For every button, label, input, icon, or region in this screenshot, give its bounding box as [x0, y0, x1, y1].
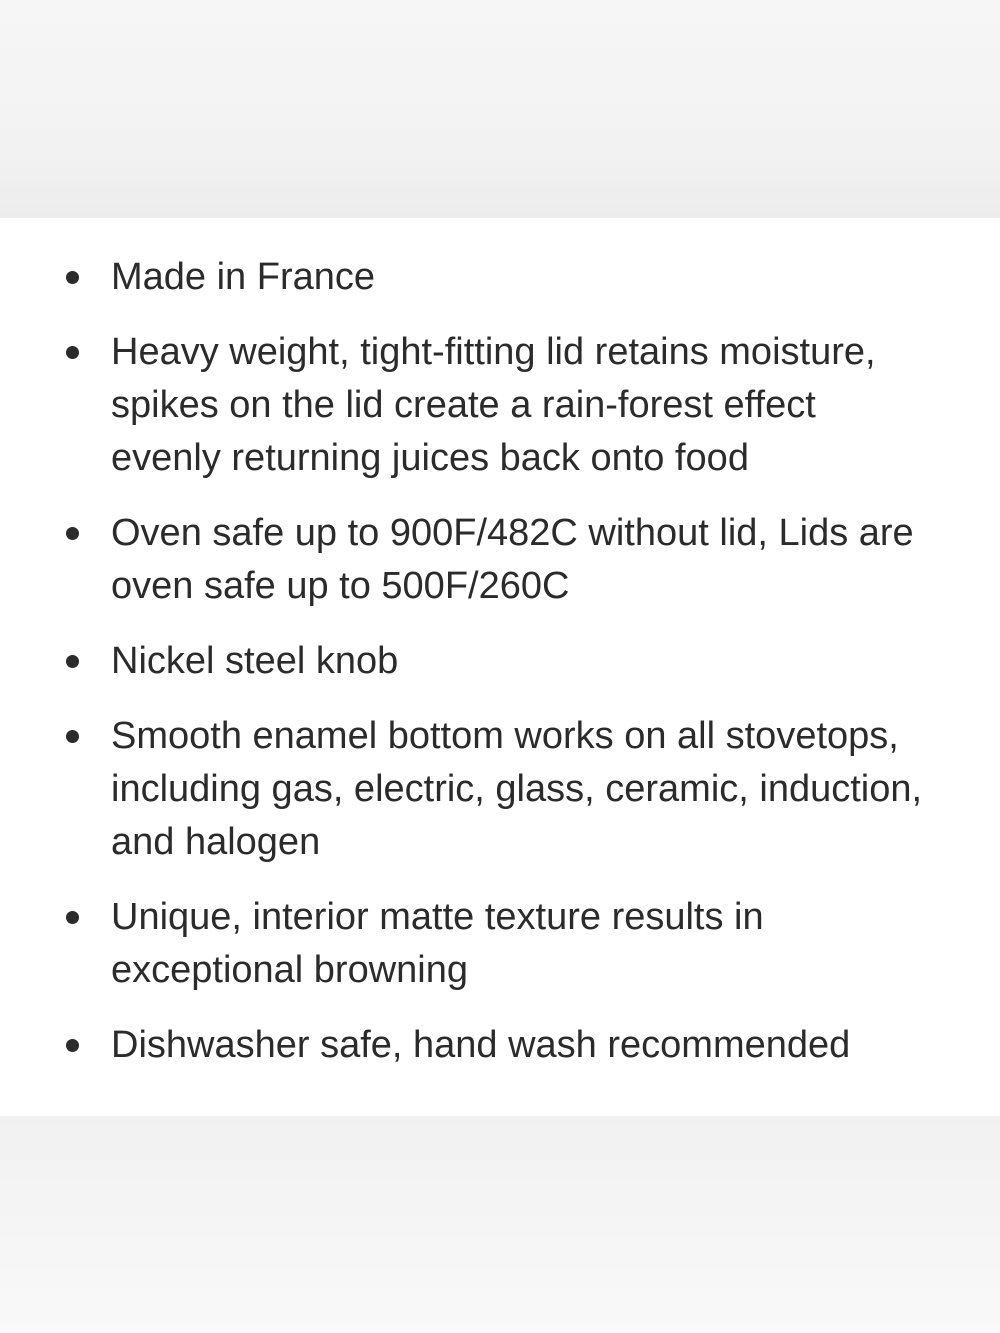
- feature-text: Made in France: [111, 256, 376, 298]
- bullet-icon: [66, 271, 79, 284]
- bullet-icon: [66, 911, 79, 924]
- feature-text: Smooth enamel bottom works on all stovetops, including gas, electric, glass, ceramic, induction, and halogen: [111, 715, 923, 863]
- feature-item: [0, 1019, 1000, 1072]
- feature-list: [0, 251, 1000, 1094]
- top-blurred-background: [0, 0, 1000, 218]
- bottom-blurred-background: [0, 1116, 1000, 1333]
- feature-item: [0, 891, 1000, 997]
- feature-text: Nickel steel knob: [111, 640, 399, 682]
- feature-item: [0, 710, 1000, 869]
- bullet-icon: [66, 527, 79, 540]
- bullet-icon: [66, 1039, 79, 1052]
- bullet-icon: [66, 346, 79, 359]
- feature-text: Unique, interior matte texture results in exceptional browning: [111, 896, 764, 991]
- bullet-icon: [66, 730, 79, 743]
- feature-text: Heavy weight, tight-fitting lid retains moisture, spikes on the lid create a rain-forest effect evenly returning juices back onto food: [111, 331, 876, 479]
- bullet-icon: [66, 655, 79, 668]
- feature-text: Dishwasher safe, hand wash recommended: [111, 1024, 851, 1066]
- feature-item: [0, 251, 1000, 304]
- feature-item: [0, 326, 1000, 485]
- feature-text: Oven safe up to 900F/482C without lid, Lids are oven safe up to 500F/260C: [111, 512, 914, 607]
- feature-item: [0, 507, 1000, 613]
- feature-item: [0, 635, 1000, 688]
